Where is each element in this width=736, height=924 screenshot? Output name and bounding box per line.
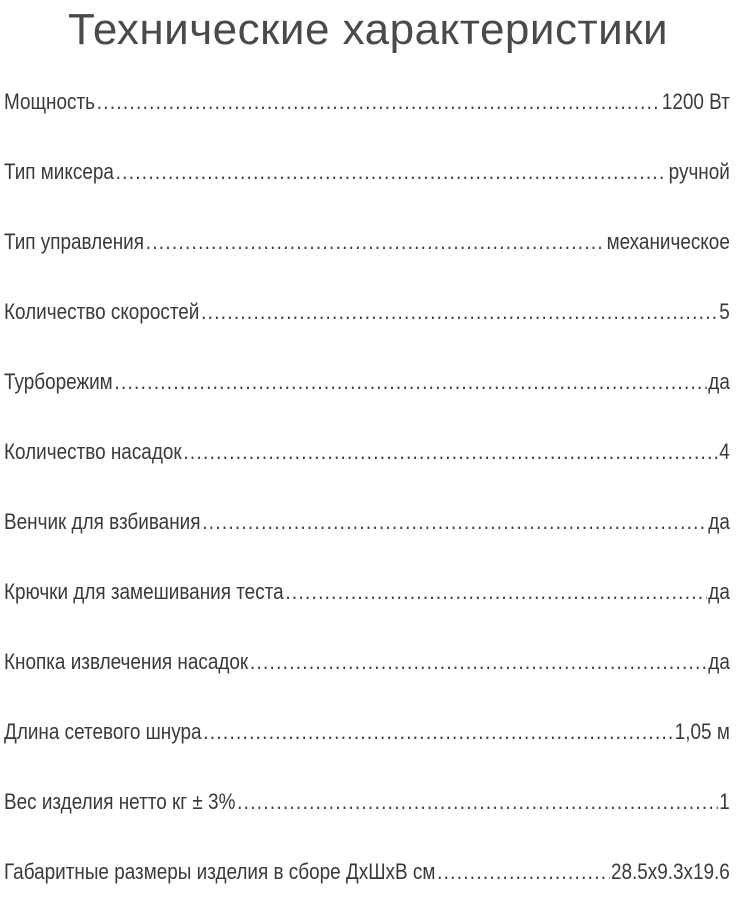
spec-label: Кнопка извлечения насадок: [4, 649, 249, 674]
dot-leader: [201, 294, 717, 330]
spec-row-speeds: [4, 294, 730, 364]
spec-label: Крючки для замешивания теста: [4, 579, 284, 604]
spec-row-whisk: [4, 504, 730, 574]
spec-value: 1200 Вт: [661, 89, 730, 114]
spec-row-eject-button: [4, 644, 730, 714]
spec-value: 28.5x9.3x19.6: [610, 859, 730, 884]
spec-value: 1: [719, 789, 730, 814]
spec-label: Количество скоростей: [4, 299, 200, 324]
spec-label: Венчик для взбивания: [4, 509, 201, 534]
spec-row-cord-length: [4, 714, 730, 784]
dot-leader: [97, 84, 660, 120]
spec-row-net-weight: [4, 784, 730, 854]
dot-leader: [250, 644, 707, 680]
spec-label: Тип управления: [4, 229, 144, 254]
page-title: Технические характеристики: [67, 5, 669, 54]
spec-list: [4, 84, 730, 924]
spec-value: 5: [719, 299, 730, 324]
spec-label: Длина сетевого шнура: [4, 719, 202, 744]
spec-row-dimensions: [4, 854, 730, 924]
dot-leader: [285, 574, 706, 610]
spec-row-power: [4, 84, 730, 154]
spec-value: 1,05 м: [674, 719, 730, 744]
spec-row-mixer-type: [4, 154, 730, 224]
dot-leader: [437, 854, 609, 890]
spec-value: механическое: [606, 229, 730, 254]
spec-label: Тип миксера: [4, 159, 114, 184]
spec-label: Габаритные размеры изделия в сборе ДхШхВ см: [4, 859, 436, 884]
spec-row-control-type: [4, 224, 730, 294]
spec-label: Количество насадок: [4, 439, 182, 464]
spec-label: Турборежим: [4, 369, 113, 394]
spec-value: да: [708, 369, 730, 394]
spec-value: 4: [719, 439, 730, 464]
dot-leader: [202, 504, 706, 540]
spec-row-attachments: [4, 434, 730, 504]
spec-row-dough-hooks: [4, 574, 730, 644]
dot-leader: [116, 154, 667, 190]
spec-value: да: [708, 509, 730, 534]
dot-leader: [146, 224, 605, 260]
spec-value: да: [708, 649, 730, 674]
dot-leader: [114, 364, 706, 400]
spec-label: Мощность: [4, 89, 96, 114]
dot-leader: [183, 434, 717, 470]
spec-value: ручной: [668, 159, 730, 184]
spec-label: Вес изделия нетто кг ± 3%: [4, 789, 236, 814]
dot-leader: [203, 714, 673, 750]
dot-leader: [237, 784, 717, 820]
spec-value: да: [708, 579, 730, 604]
spec-row-turbo: [4, 364, 730, 434]
